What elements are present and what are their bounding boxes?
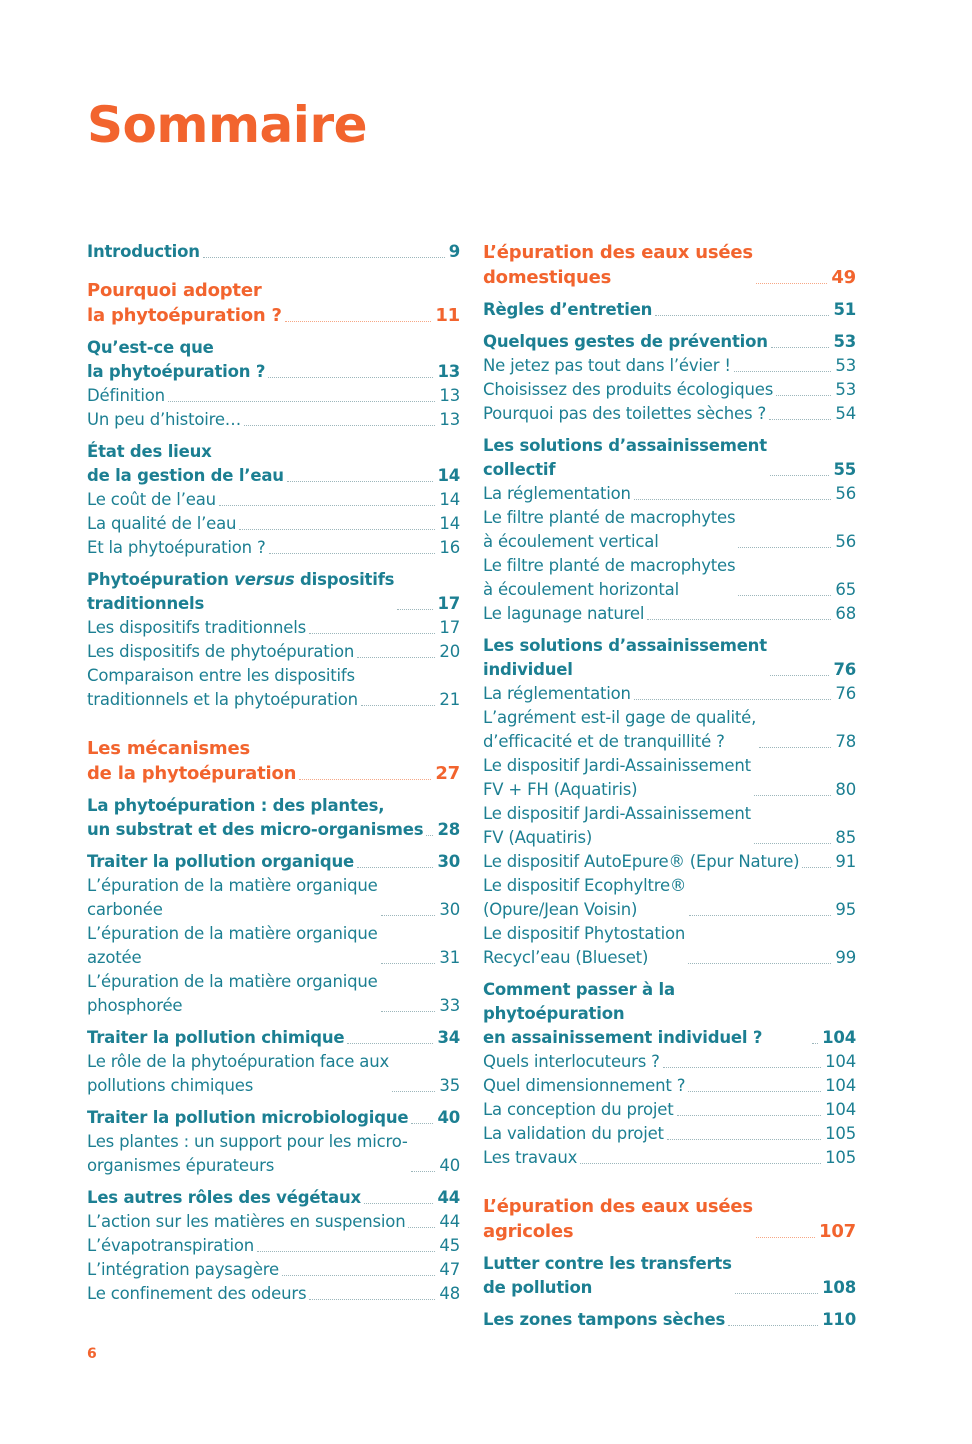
toc-item: [87, 970, 460, 1018]
toc-page-number: 56: [835, 532, 856, 551]
toc-page-number: 20: [439, 642, 460, 661]
toc-entry-title: Quelques gestes de prévention: [483, 332, 768, 351]
toc-item: [87, 616, 460, 640]
toc-entry-title: Les autres rôles des végétaux: [87, 1188, 361, 1207]
dot-leader: [411, 1123, 433, 1124]
toc-chapter: [483, 634, 856, 682]
toc-page-number: 104: [825, 1076, 856, 1095]
toc-chapter: [483, 1252, 856, 1300]
toc-entry-title: L’évapotranspiration: [87, 1236, 255, 1255]
toc-page-number: 80: [835, 780, 856, 799]
dot-leader: [738, 547, 831, 548]
toc-entry-title: Un peu d’histoire…: [87, 410, 242, 429]
toc-page-number: 53: [835, 356, 856, 375]
dot-leader: [634, 499, 832, 500]
dot-leader: [361, 705, 435, 706]
toc-item: [483, 802, 856, 850]
toc-chapter: [87, 240, 460, 264]
dot-leader: [776, 395, 831, 396]
toc-right-column: [483, 240, 856, 1332]
toc-page-number: 110: [822, 1310, 856, 1329]
toc-item: [483, 378, 856, 402]
toc-page-number: 55: [833, 460, 856, 479]
toc-chapter: [483, 330, 856, 354]
toc-item: [483, 506, 856, 554]
dot-leader: [647, 619, 831, 620]
toc-item: [87, 1050, 460, 1098]
dot-leader: [357, 657, 435, 658]
toc-chapter: [87, 794, 460, 842]
dot-leader: [688, 1091, 821, 1092]
toc-entry-title: L’épuration de la matière organique carbonée: [87, 876, 378, 919]
toc-entry-title: Le dispositif Jardi-Assainissement FV + FH (Aquatiris): [483, 756, 751, 799]
toc-item: [87, 488, 460, 512]
toc-page-number: 34: [437, 1028, 460, 1047]
dot-leader: [688, 963, 831, 964]
dot-leader: [299, 779, 431, 780]
dot-leader: [257, 1251, 435, 1252]
toc-item: [87, 1234, 460, 1258]
toc-item: [87, 1282, 460, 1306]
toc-item: [483, 706, 856, 754]
toc-entry-title: L’épuration des eaux usées agricoles: [483, 1196, 753, 1242]
toc-chapter: [87, 1026, 460, 1050]
toc-page-number: 30: [439, 900, 460, 919]
toc-item: [87, 874, 460, 922]
toc-entry-title: La réglementation: [483, 484, 631, 503]
toc-page-number: 99: [835, 948, 856, 967]
toc-entry-title: Le dispositif Ecophyltre® (Opure/Jean Voisin): [483, 876, 687, 919]
toc-entry-title: Ne jetez pas tout dans l’évier !: [483, 356, 731, 375]
dot-leader: [759, 747, 831, 748]
toc-page-number: 76: [835, 684, 856, 703]
dot-leader: [357, 867, 433, 868]
toc-entry-title: Comparaison entre les dispositifs traditionnels et la phytoépuration: [87, 666, 358, 709]
toc-entry-title: Les plantes : un support pour les micro- organismes épurateurs: [87, 1132, 408, 1175]
toc-entry-title: Introduction: [87, 242, 200, 261]
toc-entry-title: Pourquoi pas des toilettes sèches ?: [483, 404, 766, 423]
dot-leader: [411, 1171, 436, 1172]
dot-leader: [269, 553, 436, 554]
toc-section: [87, 736, 460, 786]
toc-page-number: 28: [437, 820, 460, 839]
toc-entry-title: Traiter la pollution organique: [87, 852, 355, 871]
toc-item: [483, 922, 856, 970]
toc-entry-title: Les solutions d’assainissement collectif: [483, 436, 767, 479]
toc-page-number: 56: [835, 484, 856, 503]
dot-leader: [426, 835, 433, 836]
toc-entry-title: État des lieux de la gestion de l’eau: [87, 442, 284, 485]
toc-entry-title: La phytoépuration : des plantes, un substrat et des micro-organismes: [87, 796, 424, 839]
toc-item: [483, 1098, 856, 1122]
dot-leader: [309, 633, 435, 634]
toc-page-number: 65: [835, 580, 856, 599]
toc-item: [483, 1122, 856, 1146]
toc-chapter: [87, 1186, 460, 1210]
toc-page-number: 49: [831, 267, 856, 288]
toc-entry-title: Règles d’entretien: [483, 300, 653, 319]
toc-item: [87, 640, 460, 664]
dot-leader: [655, 315, 829, 316]
toc-page-number: 31: [439, 948, 460, 967]
toc-left-column: [87, 240, 460, 1306]
toc-page-number: 17: [439, 618, 460, 637]
toc-page-number: 16: [439, 538, 460, 557]
toc-chapter: [87, 1106, 460, 1130]
toc-page-number: 51: [833, 300, 856, 319]
toc-entry-title: Lutter contre les transferts de pollution: [483, 1254, 732, 1297]
toc-entry-title: Choisissez des produits écologiques: [483, 380, 774, 399]
dot-leader: [282, 1275, 435, 1276]
toc-page-number: 104: [825, 1100, 856, 1119]
dot-leader: [770, 675, 830, 676]
toc-item: [87, 536, 460, 560]
dot-leader: [738, 595, 831, 596]
toc-entry-title: Le rôle de la phytoépuration face aux pollutions chimiques: [87, 1052, 390, 1095]
toc-page-number: 13: [439, 410, 460, 429]
dot-leader: [168, 401, 435, 402]
toc-entry-title: Les travaux: [483, 1148, 578, 1167]
toc-page-number: 108: [822, 1278, 856, 1297]
toc-page-number: 44: [437, 1188, 460, 1207]
dot-leader: [580, 1163, 821, 1164]
toc-item: [483, 354, 856, 378]
toc-section: [87, 278, 460, 328]
toc-entry-title: La validation du projet: [483, 1124, 664, 1143]
dot-leader: [268, 377, 433, 378]
dot-leader: [667, 1139, 821, 1140]
dot-leader: [634, 699, 832, 700]
toc-item: [87, 1210, 460, 1234]
toc-page-number: 35: [439, 1076, 460, 1095]
toc-page-number: 53: [833, 332, 856, 351]
toc-item: [483, 1050, 856, 1074]
toc-item: [87, 664, 460, 712]
toc-page-number: 27: [435, 763, 460, 784]
page-title: Sommaire: [87, 96, 368, 154]
toc-entry-title: La qualité de l’eau: [87, 514, 237, 533]
toc-entry-title: Définition: [87, 386, 165, 405]
dot-leader: [802, 867, 831, 868]
dot-leader: [754, 843, 832, 844]
toc-page-number: 53: [835, 380, 856, 399]
toc-entry-title: Les dispositifs de phytoépuration: [87, 642, 355, 661]
toc-page-number: 30: [437, 852, 460, 871]
toc-entry-title: L’épuration des eaux usées domestiques: [483, 242, 753, 288]
toc-page-number: 13: [437, 362, 460, 381]
dot-leader: [677, 1115, 822, 1116]
dot-leader: [769, 419, 831, 420]
toc-entry-title: Le confinement des odeurs: [87, 1284, 307, 1303]
toc-page-number: 40: [439, 1156, 460, 1175]
toc-page-number: 104: [825, 1052, 856, 1071]
toc-page-number: 33: [439, 996, 460, 1015]
toc-page-number: 9: [448, 242, 460, 261]
toc-page-number: 54: [835, 404, 856, 423]
toc-chapter: [483, 434, 856, 482]
toc-item: [87, 408, 460, 432]
dot-leader: [728, 1325, 818, 1326]
dot-leader: [239, 529, 435, 530]
toc-item: [483, 754, 856, 802]
toc-item: [483, 850, 856, 874]
toc-entry-title: L’épuration de la matière organique azotée: [87, 924, 378, 967]
toc-entry-title: Les mécanismes de la phytoépuration: [87, 738, 297, 784]
toc-section: [483, 240, 856, 290]
toc-entry-title: Le lagunage naturel: [483, 604, 645, 623]
dot-leader: [381, 963, 436, 964]
dot-leader: [381, 915, 436, 916]
toc-item: [483, 482, 856, 506]
toc-chapter: [87, 440, 460, 488]
toc-item: [483, 682, 856, 706]
toc-page-number: 17: [437, 594, 460, 613]
toc-entry-title: Traiter la pollution microbiologique: [87, 1108, 409, 1127]
toc-entry-title: Pourquoi adopter la phytoépuration ?: [87, 280, 282, 326]
dot-leader: [408, 1227, 435, 1228]
dot-leader: [812, 1043, 818, 1044]
toc-entry-title: Traiter la pollution chimique: [87, 1028, 345, 1047]
toc-item: [483, 402, 856, 426]
toc-entry-title: La conception du projet: [483, 1100, 674, 1119]
dot-leader: [663, 1067, 821, 1068]
dot-leader: [392, 1091, 435, 1092]
toc-item: [483, 602, 856, 626]
dot-leader: [285, 321, 432, 322]
toc-chapter: [483, 978, 856, 1050]
toc-entry-title: Le filtre planté de macrophytes à écoulement horizontal: [483, 556, 736, 599]
toc-chapter: [87, 336, 460, 384]
dot-leader: [756, 283, 827, 284]
toc-page-number: 40: [437, 1108, 460, 1127]
dot-leader: [364, 1203, 433, 1204]
toc-entry-title: L’épuration de la matière organique phosphorée: [87, 972, 378, 1015]
toc-entry-title: Le dispositif Phytostation Recycl’eau (Blueset): [483, 924, 686, 967]
dot-leader: [309, 1299, 435, 1300]
toc-entry-title: Les zones tampons sèches: [483, 1310, 726, 1329]
toc-chapter: [87, 850, 460, 874]
dot-leader: [203, 257, 445, 258]
toc-page-number: 76: [833, 660, 856, 679]
toc-page-number: 45: [439, 1236, 460, 1255]
toc-page-number: 48: [439, 1284, 460, 1303]
toc-item: [483, 1074, 856, 1098]
toc-page-number: 13: [439, 386, 460, 405]
toc-section: [483, 1194, 856, 1244]
toc-item: [483, 874, 856, 922]
toc-page-number: 11: [435, 305, 460, 326]
toc-page-number: 91: [835, 852, 856, 871]
dot-leader: [219, 505, 436, 506]
toc-page-number: 95: [835, 900, 856, 919]
toc-item: [483, 554, 856, 602]
dot-leader: [381, 1011, 436, 1012]
toc-entry-title: Comment passer à la phytoépuration en assainissement individuel ?: [483, 980, 763, 1047]
toc-chapter: [483, 298, 856, 322]
dot-leader: [756, 1237, 815, 1238]
toc-entry-title: Le dispositif AutoEpure® (Epur Nature): [483, 852, 800, 871]
toc-entry-title: Phytoépuration versus dispositifs traditionnels: [87, 570, 395, 613]
dot-leader: [754, 795, 832, 796]
toc-entry-title: Quels interlocuteurs ?: [483, 1052, 660, 1071]
dot-leader: [734, 371, 832, 372]
toc-entry-title: Les dispositifs traditionnels: [87, 618, 307, 637]
dot-leader: [287, 481, 434, 482]
toc-entry-title: Les solutions d’assainissement individuel: [483, 636, 767, 679]
toc-chapter: [87, 568, 460, 616]
toc-page-number: 44: [439, 1212, 460, 1231]
toc-entry-title: Qu’est-ce que la phytoépuration ?: [87, 338, 266, 381]
toc-entry-title: L’intégration paysagère: [87, 1260, 279, 1279]
toc-entry-title: La réglementation: [483, 684, 631, 703]
page-number: 6: [87, 1346, 97, 1362]
toc-item: [483, 1146, 856, 1170]
toc-page-number: 104: [822, 1028, 856, 1047]
toc-item: [87, 512, 460, 536]
toc-entry-title: L’action sur les matières en suspension: [87, 1212, 406, 1231]
toc-item: [87, 922, 460, 970]
dot-leader: [347, 1043, 433, 1044]
toc-page-number: 14: [439, 514, 460, 533]
toc-page-number: 107: [819, 1221, 856, 1242]
toc-entry-title: Le dispositif Jardi-Assainissement FV (Aquatiris): [483, 804, 751, 847]
dot-leader: [397, 609, 433, 610]
toc-item: [87, 384, 460, 408]
toc-item: [87, 1258, 460, 1282]
toc-item: [87, 1130, 460, 1178]
toc-chapter: [483, 1308, 856, 1332]
toc-entry-title: L’agrément est-il gage de qualité, d’efficacité et de tranquillité ?: [483, 708, 757, 751]
toc-page-number: 14: [437, 466, 460, 485]
toc-page-number: 105: [825, 1124, 856, 1143]
toc-entry-title: Le filtre planté de macrophytes à écoulement vertical: [483, 508, 736, 551]
toc-entry-title: Et la phytoépuration ?: [87, 538, 266, 557]
toc-entry-title: Le coût de l’eau: [87, 490, 216, 509]
toc-entry-title: Quel dimensionnement ?: [483, 1076, 686, 1095]
toc-page-number: 85: [835, 828, 856, 847]
toc-page-number: 14: [439, 490, 460, 509]
dot-leader: [770, 475, 830, 476]
dot-leader: [771, 347, 830, 348]
toc-page-number: 78: [835, 732, 856, 751]
dot-leader: [735, 1293, 818, 1294]
dot-leader: [244, 425, 435, 426]
toc-page-number: 68: [835, 604, 856, 623]
toc-page-number: 105: [825, 1148, 856, 1167]
dot-leader: [689, 915, 831, 916]
toc-page-number: 21: [439, 690, 460, 709]
toc-page-number: 47: [439, 1260, 460, 1279]
